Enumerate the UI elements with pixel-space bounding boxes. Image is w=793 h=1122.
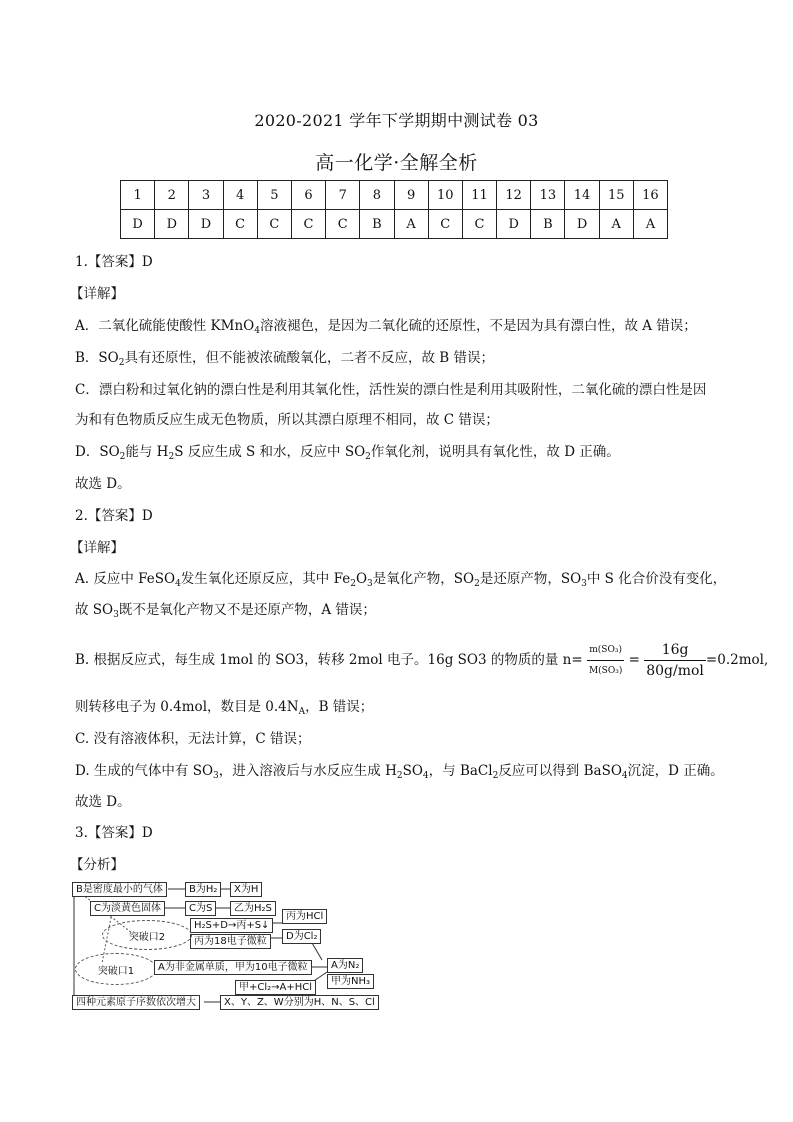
- q2-conclusion: 故选 D。: [75, 794, 131, 810]
- question-number-cell: 14: [565, 181, 599, 210]
- diagram-b-is-h2: B为H₂: [185, 882, 221, 897]
- diagram-jia-reaction: 甲+Cl₂→A+HCl: [235, 980, 316, 995]
- q1-option-c-line1: C．漂白粉和过氧化钠的漂白性是利用其氧化性，活性炭的漂白性是利用其吸附性，二氧化硫的漂白性是因: [75, 382, 707, 398]
- diagram-c-is-s: C为S: [185, 901, 216, 916]
- q1-option-b: B．$SO_2$具有还原性，但不能被浓硫酸氧化，二者不反应，故 B 错误；: [75, 350, 494, 368]
- q1-option-a: A．二氧化硫能使酸性 KMnO$_4$溶液褪色，是因为二氧化硫的还原性，不是因为具有漂白性，故 A 错误；: [75, 318, 697, 336]
- answer-cell: C: [291, 210, 325, 239]
- fraction-mass-over-molar: $\frac{\text{m(SO₃)}}{\text{M(SO₃)}}$: [587, 640, 624, 681]
- question-number-cell: 16: [633, 181, 667, 210]
- diagram-jia-is-nh3: 甲为NH₃: [327, 974, 374, 989]
- diagram-b-lightest-gas: B是密度最小的气体: [72, 882, 167, 897]
- exam-title: 2020-2021 学年下学期期中测试卷 03: [254, 111, 539, 130]
- q1-answer-line: 1.【答案】D: [75, 254, 153, 270]
- question-number-cell: 3: [189, 181, 223, 210]
- answer-cell: D: [155, 210, 189, 239]
- q2-option-b-line1: B. 根据反应式，每生成 1mol 的 SO3，转移 2mol 电子。16g SO3 的物质的量 n= $\frac{\text{m(SO₃)}}{\text{M(SO₃)}}$ = $\frac{16g}{\text{80g/mol}}$ =0.2mol,: [75, 642, 769, 679]
- question-number-cell: 11: [462, 181, 496, 210]
- answer-table: [120, 180, 668, 239]
- answer-cell: B: [531, 210, 565, 239]
- q2-option-b-line2: 则转移电子为 0.4mol，数目是 $0.4N_A$，B 错误；: [75, 699, 374, 717]
- answer-table-answers-row: [121, 210, 668, 239]
- q2-option-d: D. 生成的气体中有 $SO_3$，进入溶液后与水反应生成 $H_2SO_4$，与 BaCl$_2$反应可以得到 BaSO$_4$沉淀，D 正确。: [75, 763, 724, 781]
- answer-cell: C: [462, 210, 496, 239]
- answer-cell: C: [257, 210, 291, 239]
- question-number-cell: 9: [394, 181, 428, 210]
- diagram-xyzw-identity: X、Y、Z、W分别为H、N、S、Cl: [220, 995, 379, 1010]
- answer-cell: A: [394, 210, 428, 239]
- question-number-cell: 6: [291, 181, 325, 210]
- diagram-a-is-n2: A为N₂: [327, 958, 363, 973]
- q3-analysis-heading: 【分析】: [70, 857, 124, 873]
- diagram-d-is-cl2: D为Cl₂: [282, 929, 321, 944]
- answer-cell: A: [633, 210, 667, 239]
- q3-answer-line: 3.【答案】D: [75, 825, 153, 841]
- answer-cell: A: [599, 210, 633, 239]
- answer-table-numbers-row: [121, 181, 668, 210]
- q1-conclusion: 故选 D。: [75, 476, 131, 492]
- q2-detail-heading: 【详解】: [70, 540, 124, 556]
- question-number-cell: 5: [257, 181, 291, 210]
- question-number-cell: 8: [360, 181, 394, 210]
- answer-cell: D: [565, 210, 599, 239]
- question-number-cell: 13: [531, 181, 565, 210]
- answer-cell: D: [121, 210, 155, 239]
- question-number-cell: 10: [428, 181, 462, 210]
- question-number-cell: 12: [497, 181, 531, 210]
- question-number-cell: 4: [223, 181, 257, 210]
- diagram-bing-is-hcl: 丙为HCl: [282, 909, 327, 924]
- q2-option-c: C. 没有溶液体积，无法计算，C 错误；: [75, 731, 311, 747]
- fraction-values: $\frac{16g}{\text{80g/mol}}$: [646, 642, 704, 679]
- q1-option-c-line2: 为和有色物质反应生成无色物质，所以其漂白原理不相同，故 C 错误；: [75, 412, 499, 428]
- answer-cell: C: [428, 210, 462, 239]
- diagram-c-yellow-solid: C为淡黄色固体: [90, 901, 165, 916]
- answer-cell: D: [497, 210, 531, 239]
- question-number-cell: 15: [599, 181, 633, 210]
- question-number-cell: 1: [121, 181, 155, 210]
- inference-diagram: [72, 878, 382, 1008]
- q1-detail-heading: 【详解】: [70, 286, 124, 302]
- answer-cell: C: [326, 210, 360, 239]
- diagram-breakthrough-2: 突破口2: [102, 920, 192, 950]
- q2-option-a-line1: A. 反应中 FeSO$_4$发生氧化还原反应，其中 $Fe_2O_3$是氧化产物，$SO_2$是还原产物，$SO_3$中 S 化合价没有变化，: [75, 571, 727, 589]
- q1-option-d: D．$SO_2$能与 $H_2S$ 反应生成 S 和水，反应中 $SO_2$作氧化剂，说明具有氧化性，故 D 正确。: [75, 444, 620, 462]
- question-number-cell: 2: [155, 181, 189, 210]
- exam-subtitle: 高一化学·全解全析: [315, 152, 478, 174]
- question-number-cell: 7: [326, 181, 360, 210]
- diagram-h2s-reaction: H₂S+D→丙+S↓: [190, 918, 273, 933]
- q2-option-a-line2: 故 $SO_3$既不是氧化产物又不是还原产物，A 错误；: [75, 602, 376, 620]
- answer-cell: D: [189, 210, 223, 239]
- diagram-a-nonmetal: A为非金属单质，甲为10电子微粒: [154, 960, 312, 975]
- diagram-bing-18-electron: 丙为18电子微粒: [190, 934, 271, 949]
- diagram-yi-is-h2s: 乙为H₂S: [230, 901, 276, 916]
- q2-answer-line: 2.【答案】D: [75, 508, 153, 524]
- diagram-breakthrough-1: 突破口1: [75, 953, 157, 985]
- diagram-x-is-h: X为H: [230, 882, 262, 897]
- diagram-four-elements: 四种元素原子序数依次增大: [72, 995, 200, 1010]
- answer-cell: B: [360, 210, 394, 239]
- answer-cell: C: [223, 210, 257, 239]
